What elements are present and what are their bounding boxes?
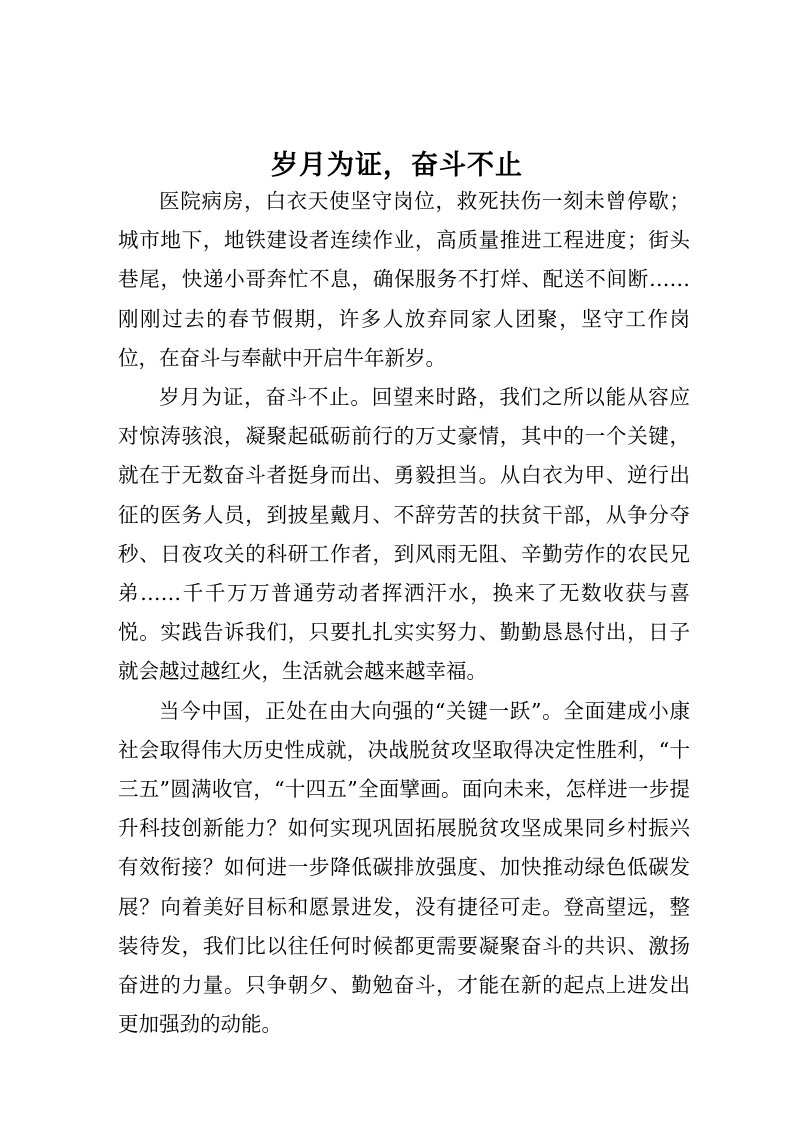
page-title: 岁月为证，奋斗不止	[271, 150, 523, 182]
paragraph-2: 岁月为证，奋斗不止。回望来时路，我们之所以能从容应对惊涛骇浪，凝聚起砥砺前行的万丈豪情，其中的一个关键，就在于无数奋斗者挺身而出、勇毅担当。从白衣为甲、逆行出征的医务人员，到披星戴月、不辞劳苦的扶贫干部，从争分夺秒、日夜攻关的科研工作者，到风雨无阻、辛勤劳作的农民兄弟……千千万万普通劳动者挥洒汗水，换来了无数收获与喜悦。实践告诉我们，只要扎扎实实努力、勤勤恳恳付出，日子就会越过越红火，生活就会越来越幸福。	[118, 385, 690, 684]
article-body	[118, 182, 690, 1044]
paragraph-1: 医院病房，白衣天使坚守岗位，救死扶伤一刻未曾停歇；城市地下，地铁建设者连续作业，高质量推进工程进度；街头巷尾，快递小哥奔忙不息，确保服务不打烊、配送不间断……刚刚过去的春节假期，许多人放弃同家人团聚，坚守工作岗位，在奋斗与奉献中开启牛年新岁。	[118, 189, 690, 370]
paragraph-3: 当今中国，正处在由大向强的“关键一跃”。全面建成小康社会取得伟大历史性成就，决战脱贫攻坚取得决定性胜利，“十三五”圆满收官，“十四五”全面擘画。面向未来，怎样进一步提升科技创新能力？如何实现巩固拓展脱贫攻坚成果同乡村振兴有效衔接？如何进一步降低碳排放强度、加快推动绿色低碳发展？向着美好目标和愿景进发，没有捷径可走。登高望远，整装待发，我们比以往任何时候都更需要凝聚奋斗的共识、激扬奋进的力量。只争朝夕、勤勉奋斗，才能在新的起点上进发出更加强劲的动能。	[118, 698, 690, 1037]
